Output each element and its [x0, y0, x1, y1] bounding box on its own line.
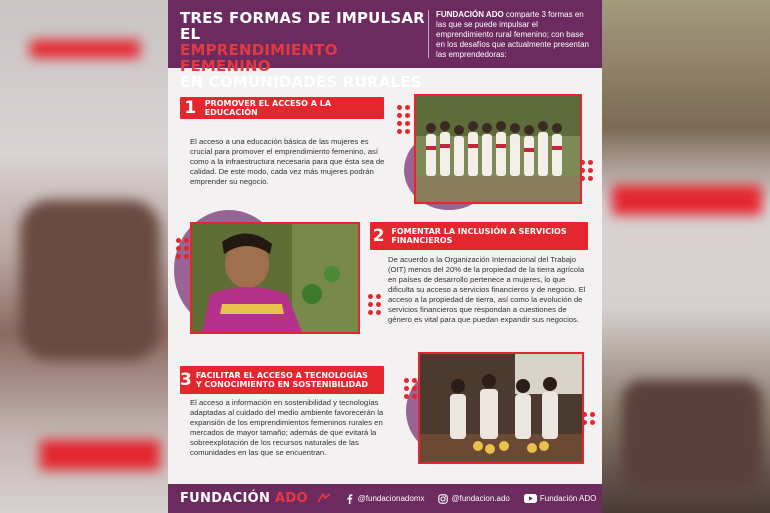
section-1-text: El acceso a una educación básica de las mujeres es crucial para promover el emprendimiento femenino, así como a la infraestructura necesaria para que ésta sea de calidad. De este modo, cada vez más mujeres podrán emprender su negocio. [190, 137, 385, 186]
section-2-number: 2 [372, 225, 385, 246]
youtube-icon [524, 494, 537, 504]
youtube-handle: Fundación ADO [539, 494, 597, 503]
blurred-background-right [602, 0, 770, 513]
title-line-1: TRES FORMAS DE IMPULSAR EL [180, 9, 425, 43]
title-line-3: EN COMUNIDADES RURALES [180, 73, 422, 91]
section-3-label: FACILITAR EL ACCESO A TECNOLOGÍAS Y CONOCIMIENTO EN SOSTENIBILIDAD [195, 371, 369, 389]
brand-accent: ADO [275, 491, 308, 506]
instagram-link[interactable] [438, 494, 509, 504]
section-3-photo [418, 352, 584, 464]
blurred-background-left [0, 0, 168, 513]
section-3-badge [180, 366, 384, 394]
facebook-link[interactable] [345, 494, 425, 504]
infographic-poster [168, 0, 602, 513]
intro-brand: FUNDACIÓN ADO [436, 10, 504, 19]
section-1-number: 1 [184, 97, 197, 118]
youtube-link[interactable] [524, 494, 596, 504]
header-divider [428, 10, 429, 58]
section-3-text: El acceso a información en sostenibilidad y tecnologías adaptadas al cuidado del medio ambiente favorecerán la expansión de los emprendimientos femeninos rurales en mercados de mayor tamaño; además de que evitará la sobreexplotación de los recursos naturales de las comunidades en las que se encuentran. [190, 398, 384, 457]
section-2-text: De acuerdo a la Organización Internacional del Trabajo (OIT) menos del 20% de la propiedad de la tierra agrícola en países de desarrollo pertenece a mujeres, lo que dificulta su acceso a servicios financieros y de negocio. El acceso a la propiedad de tierra, así como la evolución de servicios financieros que respondan a cuestiones de género es vital para que puedan expandir sus negocios. [388, 255, 586, 324]
section-3-number: 3 [180, 369, 192, 390]
decorative-dots [397, 105, 410, 134]
section-1-photo [414, 94, 582, 204]
brand-main: FUNDACIÓN [180, 491, 271, 506]
women-in-workshop-photo [420, 354, 582, 462]
group-of-women-photo [416, 96, 580, 202]
title-line-2: EMPRENDIMIENTO FEMENINO [180, 41, 338, 75]
section-2-badge [370, 222, 588, 250]
instagram-icon [438, 494, 448, 504]
intro-body: comparte 3 formas en las que se puede impulsar el emprendimiento rural femenino; con base en los desafíos que actualmente presentan las emprendedoras: [436, 10, 589, 59]
section-2-label: FOMENTAR LA INCLUSIÓN A SERVICIOS FINANCIEROS [391, 227, 567, 245]
instagram-handle: @fundacion.ado [451, 494, 510, 503]
intro-text [436, 10, 594, 60]
facebook-handle: @fundacionadomx [357, 494, 425, 503]
decorative-dots [176, 238, 189, 259]
section-1-badge [180, 97, 384, 119]
poster-footer [168, 484, 602, 513]
poster-header [168, 0, 602, 91]
decorative-dots [368, 294, 381, 315]
woman-with-plant-photo [192, 224, 358, 332]
brand-mark-icon [317, 493, 331, 503]
section-2-photo [190, 222, 360, 334]
section-1-label: PROMOVER EL ACCESO A LA EDUCACIÓN [204, 99, 332, 117]
decorative-dots [404, 378, 417, 399]
facebook-icon [345, 494, 355, 504]
poster-title [180, 10, 428, 90]
fundacion-ado-logo [180, 491, 331, 506]
